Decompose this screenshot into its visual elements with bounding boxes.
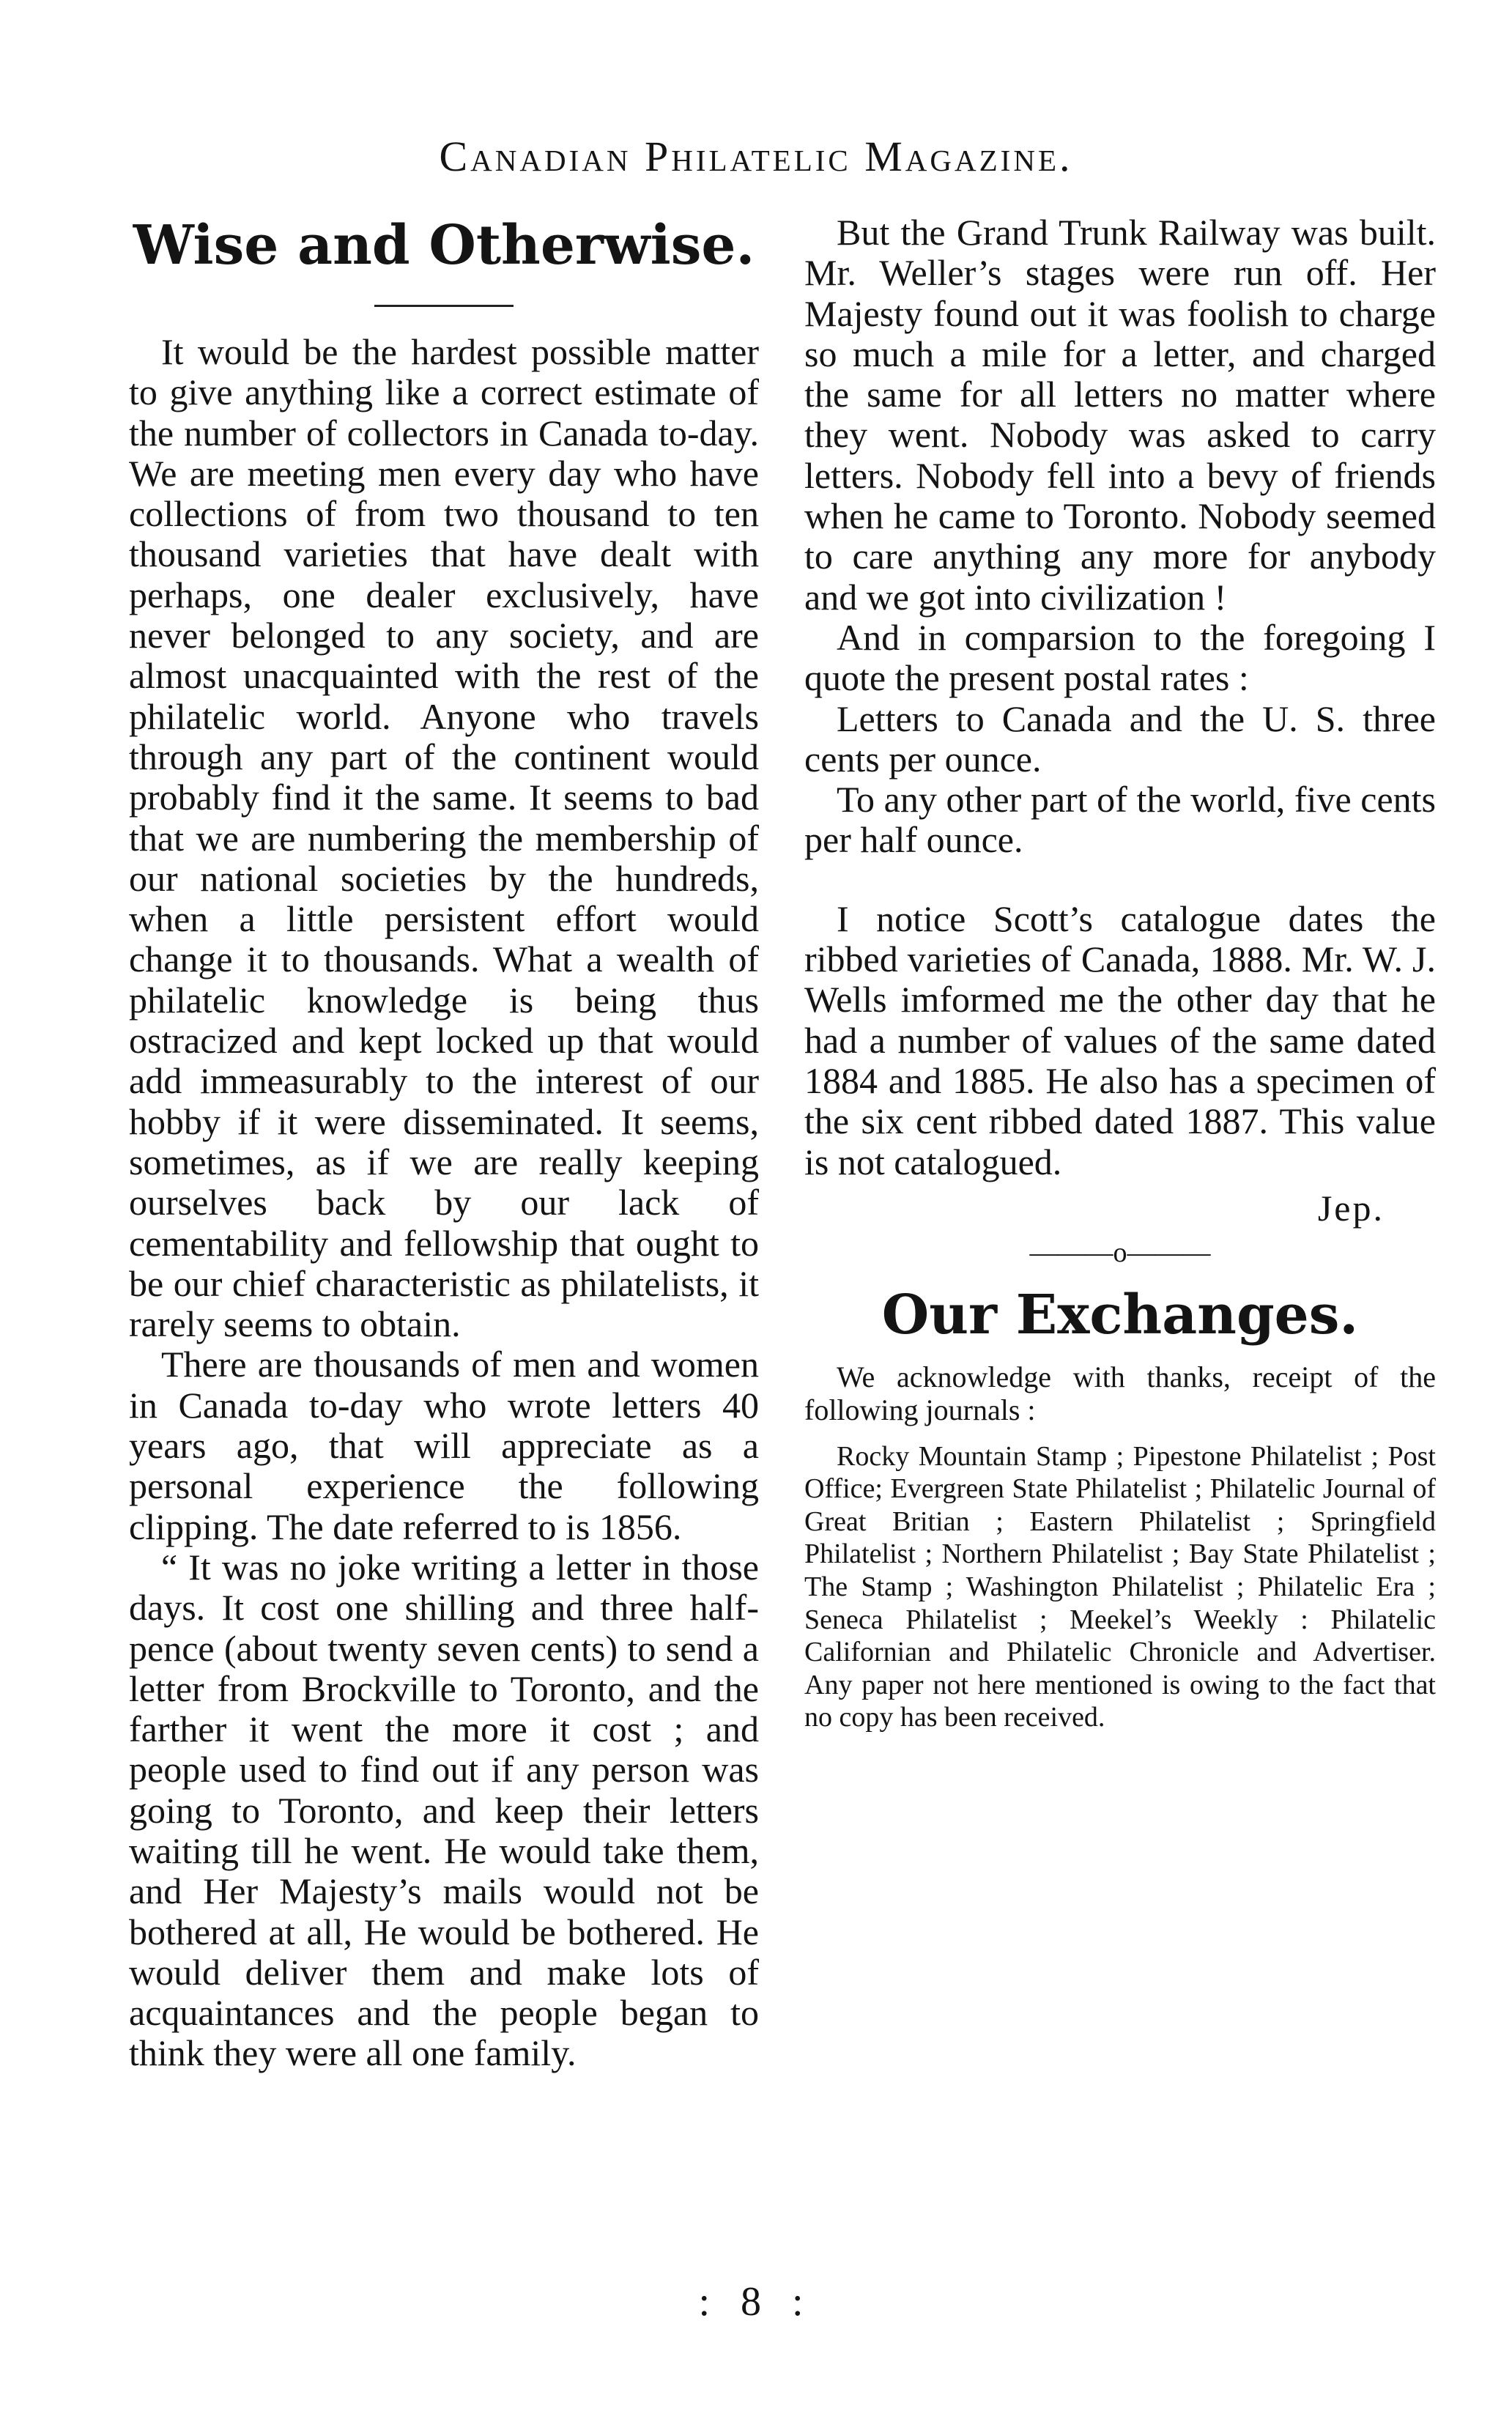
article-paragraph: And in comparsion to the foregoing I quote the present postal rates : (804, 616, 1436, 699)
clipping-paragraph: “ It was no joke writing a letter in those days. It cost one shilling and three half-pence (about twenty seven cents) to send a letter from Brockville to Toronto, and the farther it went the more it cost ; and people used to find out if any person was going to Toronto, and keep their letters waiting till he went. He would take them, and Her Majesty’s mails would not be bothered at all, He would be bothered. He would deliver them and make lots of acquaintances and the people began to think they were all one family. (129, 1546, 759, 2074)
article-title-wise-and-otherwise: Wise and Otherwise. (133, 214, 755, 277)
exchanges-list: Rocky Mountain Stamp ; Pipestone Philatelist ; Post Office; Evergreen State Philatelist ; Philatelic Journal of Great Britian ; Eastern Philatelist ; Springfield Philatelist ; Northern Philatelist ; Bay State Philatelist ; The Stamp ; Washington Philatelist ; Philatelic Era ; Seneca Philatelist ; Meekel’s Weekly : Philatelic Californian and Philatelic Chronicle and Advertiser. Any paper not here mentioned is owing to the fact that no copy has been received. (804, 1440, 1436, 1733)
running-head: Canadian Philatelic Magazine. (439, 133, 1073, 180)
article-title-our-exchanges: Our Exchanges. (881, 1284, 1359, 1347)
postal-rate-line: Letters to Canada and the U. S. three cents per ounce. (804, 697, 1436, 779)
right-column (804, 212, 1436, 1734)
clipping-paragraph: But the Grand Trunk Railway was built. Mr. Weller’s stages were run off. Her Majesty found out it was foolish to charge so much a mile for a letter, and charged the same for all letters no matter where they went. Nobody was asked to carry letters. Nobody fell into a bevy of friends when he came to Toronto. Nobody seemed to care anything any more for anybody and we got into civilization ! (804, 212, 1436, 618)
title-rule (374, 305, 514, 307)
page-number: : 8 : (698, 2279, 814, 2325)
section-separator: ———o——— (1029, 1237, 1211, 1269)
exchanges-intro: We acknowledge with thanks, receipt of the following journals : (804, 1360, 1436, 1427)
paragraph-gap (804, 861, 1436, 899)
postal-rate-line: To any other part of the world, five cents per half ounce. (804, 779, 1436, 861)
article-paragraph: There are thousands of men and women in Canada to-day who wrote letters 40 years ago, that will appreciate as a personal experience the following clipping. The date referred to is 1856. (129, 1344, 759, 1547)
article-paragraph: I notice Scott’s catalogue dates the ribbed varieties of Canada, 1888. Mr. W. J. Wells imformed me the other day that he had a number of values of the same dated 1884 and 1885. He also has a specimen of the six cent ribbed dated 1887. This value is not catalogued. (804, 897, 1436, 1182)
left-column (129, 212, 759, 2074)
author-signature: Jep. (1317, 1187, 1385, 1229)
article-paragraph: It would be the hardest possible matter to give anything like a correct estimate of the number of collectors in Canada to-day. We are meeting men every day who have collections of from two thousand to ten thousand varieties that have dealt with perhaps, one dealer exclusively, have never belonged to any society, and are almost unacquainted with the rest of the philatelic world. Anyone who travels through any part of the continent would probably find it the same. It seems to bad that we are numbering the membership of our national societies by the hundreds, when a little persistent effort would change it to thousands. What a wealth of philatelic knowledge is being thus ostracized and kept locked up that would add immeasurably to the interest of our hobby if it were disseminated. It seems, sometimes, as if we are really keeping ourselves back by our lack of cementability and fellowship that ought to be our chief characteristic as philatelists, it rarely seems to obtain. (129, 331, 759, 1345)
